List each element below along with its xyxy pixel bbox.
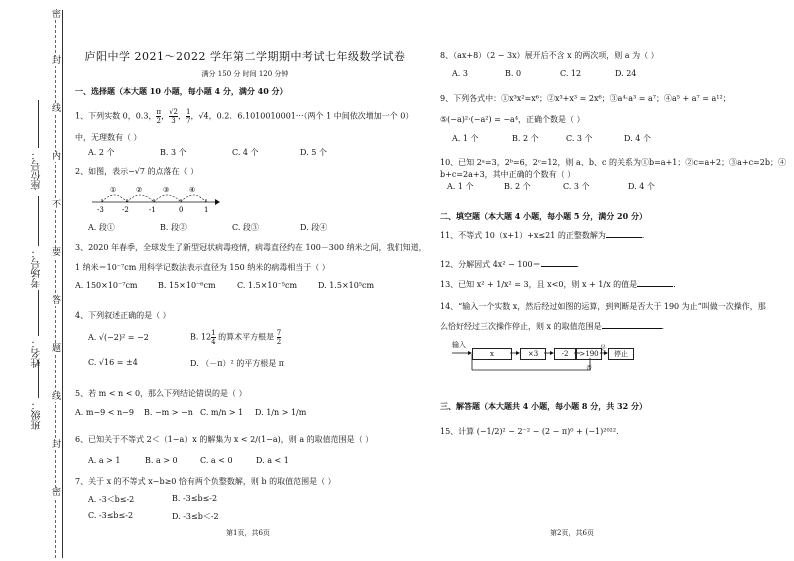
q4-option-c[interactable]: C. √16 = ±4 <box>88 358 138 367</box>
q8-option-c[interactable]: C. 12 <box>560 69 582 78</box>
q3-option-d[interactable]: D. 1.5×10⁵cm <box>318 281 375 290</box>
q10-option-c[interactable]: C. 3 个 <box>563 182 590 191</box>
class-label: 班级： <box>32 400 43 430</box>
q13-text: 13、已知 x² + 1/x² = 3，且 x<0，则 x + 1/x 的值是 <box>440 280 638 289</box>
seal-char: 密 <box>52 488 62 498</box>
name-blank[interactable] <box>38 290 39 336</box>
question-8: 8、（ax+8）（2 − 3x）展开后不含 x 的两次项，则 a 为（ ） <box>440 51 659 60</box>
q9-option-d[interactable]: D. 4 个 <box>624 134 651 143</box>
q14-answer-blank[interactable] <box>602 320 662 329</box>
arc-label: ④ <box>189 186 196 194</box>
q3-option-c[interactable]: C. 1.5×10⁻⁵cm <box>237 281 298 290</box>
seal-char: 答 <box>52 296 62 306</box>
q5-option-d[interactable]: D. 1/n > 1/m <box>255 408 307 417</box>
section-3-heading: 三、解答题（本大题共 4 小题，每小题 8 分，共 32 分） <box>440 401 647 411</box>
exam-title: 庐阳中学 2021～2022 学年第二学期期中考试七年级数学试卷 <box>84 50 406 63</box>
q12-answer-blank[interactable] <box>541 258 577 267</box>
q1-frac-1-7: $\frac{1}{7}$ <box>185 108 191 125</box>
seal-char: 内 <box>52 152 62 162</box>
q10-option-b[interactable]: B. 2 个 <box>504 182 531 191</box>
q5-option-a[interactable]: A. m−9 < n−9 <box>75 408 134 417</box>
tick-label: -2 <box>122 206 129 214</box>
q6-option-c[interactable]: C. a < 0 <box>200 456 233 465</box>
exam-room-label: 考场号： <box>32 248 43 288</box>
question-3-line-1: 3、2020 年春季，全球发生了新型冠状病毒疫情，病毒直径约在 100－300 纳米之间，我们知道， <box>75 243 427 252</box>
question-14-line-2: 么恰好经过三次操作停止，则 x 的取值范围是 ． <box>440 322 670 331</box>
flow-compare-box: >190 <box>576 348 602 360</box>
q4-b-frac: $\frac{1}{4}$ <box>211 329 216 346</box>
flow-yes-label: 是 <box>600 345 607 352</box>
binding-line <box>62 10 63 558</box>
q10-option-a[interactable]: A. 1 个 <box>447 182 474 191</box>
question-9-line-2: ⑤(−a)²·(−a²) = −a⁴，正确个数是（ ） <box>440 115 585 124</box>
tick-label: -3 <box>97 206 104 214</box>
q5-option-b[interactable]: B. −m > −n <box>144 408 193 417</box>
flow-multiply-box: ×3 <box>520 348 546 360</box>
flow-stop-box: 停止 <box>608 348 634 360</box>
question-12: 12、分解因式 4x² − 100＝ ． <box>440 260 585 269</box>
question-15 <box>440 426 624 437</box>
q15-text: 15、计算 <box>440 427 475 436</box>
q4-b-frac: $\frac{7}{2}$ <box>276 329 282 346</box>
q1-stem-end: 中，无理数有（ ） <box>75 133 142 142</box>
q1-text-b: ，0.2．6.1010010001···（两个 1 中间依次增加一个 0） <box>208 111 414 121</box>
arc-label: ③ <box>163 186 170 194</box>
q8-option-a[interactable]: A. 3 <box>452 69 468 78</box>
q1-frac-pi2: $\frac{\pi}{2}$ <box>156 108 162 125</box>
question-10-line-1: 10、已知 2ᵃ=3，2ᵇ=6，2ᶜ=12，则 a、b、c 的关系为①b=a+1；②c=a+2；③a+c=2b；④ <box>440 158 786 167</box>
question-5: 5、若 m < n < 0，那么下列结论错误的是（ ） <box>75 389 247 398</box>
q11-text: 11、不等式 10（x+1）+x≤21 的正整数解为 <box>440 231 606 240</box>
seal-char: 不 <box>52 200 62 210</box>
seal-char: 线 <box>52 392 62 402</box>
q4-option-d[interactable]: D. （－π）² 的平方根是 π <box>190 359 285 368</box>
seal-char: 封 <box>52 56 62 66</box>
q5-option-c[interactable]: C. m/n > 1 <box>200 408 244 417</box>
q2-option-d[interactable]: D. 段④ <box>300 223 328 232</box>
q1-frac-sqrt2-3: $\frac{√2}{3}$ <box>169 108 178 125</box>
q9-option-c[interactable]: C. 3 个 <box>566 134 593 143</box>
arc-label: ② <box>136 186 143 194</box>
q7-option-d[interactable]: D. -3≤b＜-2 <box>172 512 219 521</box>
q4-option-a[interactable]: A. √(−2)² = −2 <box>88 333 149 342</box>
exam-subtitle: 满分 150 分 时间 120 分钟 <box>201 70 289 78</box>
seal-char: 封 <box>52 440 62 450</box>
q11-answer-blank[interactable] <box>606 229 642 238</box>
q3-option-a[interactable]: A. 150×10⁻⁷cm <box>75 281 138 290</box>
q3-option-b[interactable]: B. 15×10⁻⁶cm <box>158 281 216 290</box>
seal-char: 密 <box>52 10 62 20</box>
section-1-heading: 一、选择题（本大题 10 小题，每小题 4 分，满分 40 分） <box>75 86 288 96</box>
section-2-heading: 二、填空题（本大题 4 小题，每小题 5 分，满分 20 分） <box>440 211 647 221</box>
exam-room-blank[interactable] <box>38 196 39 246</box>
q1-option-b[interactable]: B. 3 个 <box>160 148 187 157</box>
page-footer-left: 第1页，共6页 <box>226 529 270 537</box>
binding-margin <box>0 0 70 561</box>
question-13: 13、已知 x² + 1/x² = 3，且 x<0，则 x + 1/x 的值是 ． <box>440 280 682 289</box>
seal-char: 要 <box>52 248 62 258</box>
q2-option-b[interactable]: B. 段② <box>160 223 187 232</box>
q6-option-a[interactable]: A. a > 1 <box>88 456 121 465</box>
q10-option-d[interactable]: D. 4 个 <box>628 182 655 191</box>
question-9-line-1: 9、下列各式中：①x³x²=x⁶；②x³+x³ = 2x⁶；③a⁴·a³ = a⁷；④a⁵ + a⁷ = a¹²； <box>440 94 731 103</box>
q2-option-c[interactable]: C. 段③ <box>232 223 259 232</box>
q4-b-text: B. 12 <box>190 332 212 342</box>
flow-no-label: 否 <box>586 365 593 372</box>
q4-option-b[interactable] <box>190 329 281 346</box>
q12-text: 12、分解因式 4x² − 100＝ <box>440 260 541 269</box>
tick-label: -1 <box>149 206 156 214</box>
q13-answer-blank[interactable] <box>637 278 673 287</box>
flowchart-arrows <box>448 340 648 380</box>
seat-number-label: 座位号： <box>32 150 43 190</box>
flow-x-box: x <box>472 348 512 360</box>
tick-label: 1 <box>204 206 209 214</box>
q7-option-c[interactable]: C. -3≤b≤-2 <box>88 511 134 520</box>
question-10-line-2: b+c=2a+3，其中正确的个数有（ ） <box>440 170 576 179</box>
question-6: 6、已知关于不等式 2＜（1−a）x 的解集为 x < 2/(1−a)，则 a 的取值范围是（ ） <box>75 435 374 444</box>
question-11: 11、不等式 10（x+1）+x≤21 的正整数解为 ． <box>440 231 650 240</box>
q8-option-b[interactable]: B. 0 <box>505 69 522 78</box>
q8-option-d[interactable]: D. 24 <box>615 69 637 78</box>
class-blank[interactable] <box>38 360 39 398</box>
page-footer-right: 第2页，共6页 <box>550 529 594 537</box>
q9-option-a[interactable]: A. 1 个 <box>452 134 479 143</box>
q4-b-text: 的算术平方根是 <box>215 332 277 342</box>
flow-input-label: 输入 <box>452 341 466 349</box>
q7-option-a[interactable]: A. -3＜b≤-2 <box>88 495 135 504</box>
number-line-figure <box>90 178 220 214</box>
q7-option-b[interactable]: B. -3≤b≤-2 <box>172 494 218 503</box>
q6-option-d[interactable]: D. a < 1 <box>256 456 289 465</box>
seal-char: 题 <box>52 344 62 354</box>
q9-option-b[interactable]: B. 2 个 <box>512 134 539 143</box>
question-3-line-2: 1 纳米＝10⁻⁷cm 用科学记数法表示直径为 150 纳米的病毒相当于（ ） <box>75 263 330 272</box>
q6-option-b[interactable]: B. a > 0 <box>145 456 178 465</box>
name-label: 姓名： <box>32 338 43 368</box>
question-1: 1、下列实数 0，0.3， $\frac{\pi}{2}$ ， $\frac{√2}{3}$ ， $\frac{1}{7}$ ，√4，0.2．6.1010010001···（两个 1 中间依次增加一个 0） <box>75 108 414 125</box>
question-14-line-1: 14、“输入一个实数 x，然后经过如图的运算，到判断是否大于 190 为止”叫做一次操作，那 <box>440 302 766 311</box>
q1-option-d[interactable]: D. 5 个 <box>300 148 327 157</box>
question-7: 7、关于 x 的不等式 x−b≥0 恰有两个负整数解，则 b 的取值范围是（ ） <box>75 477 336 486</box>
tick-label: 0 <box>179 206 184 214</box>
q1-text-a: 1、下列实数 0，0.3， <box>75 111 157 121</box>
q2-option-a[interactable]: A. 段① <box>88 223 115 232</box>
q1-option-c[interactable]: C. 4 个 <box>232 148 259 157</box>
question-2: 2、如图，表示−√7 的点落在（ ） <box>75 167 199 176</box>
q14-text: 么恰好经过三次操作停止，则 x 的取值范围是 <box>440 322 602 331</box>
seat-number-blank[interactable] <box>38 100 39 148</box>
question-4: 4、下列叙述正确的是（ ） <box>75 311 171 320</box>
flow-subtract-box: -2 <box>554 348 576 360</box>
q1-option-a[interactable]: A. 2 个 <box>88 148 115 157</box>
q15-expression: (−1/2)² − 2⁻² − (2 − π)⁰ + (−1)²⁰²²． <box>476 427 625 436</box>
arc-label: ① <box>110 186 117 194</box>
seal-dashed-line <box>55 10 56 558</box>
seal-char: 线 <box>52 104 62 114</box>
